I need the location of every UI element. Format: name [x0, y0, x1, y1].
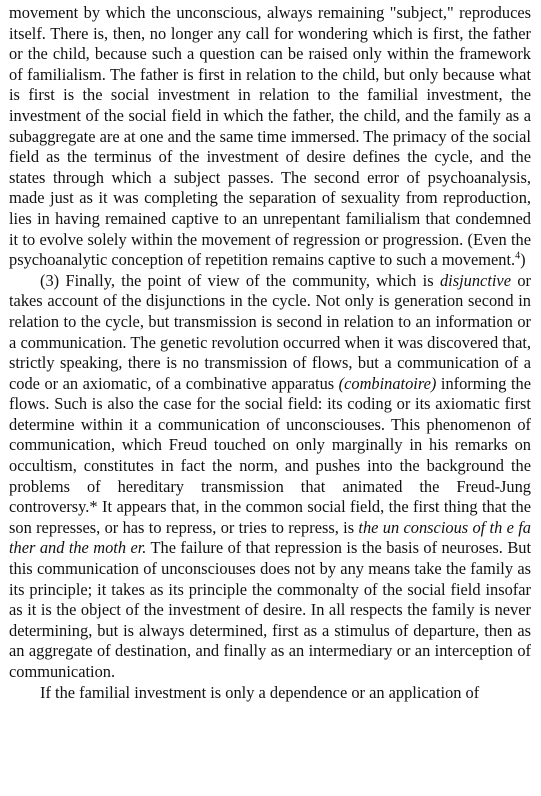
paragraph-3: [9, 683, 531, 704]
italic-disjunctive: disjunctive: [439, 270, 511, 290]
paragraph-2-text-b: or takes account of the disjunctions in the cycle. Not only is generation second in relation to the cycle, but transmission is second in relation to an information or a communication. The genetic revolution occurred when it was discovered that, strictly speaking, there is no transmission of flows, but a communication of a code or an axiomatic, of a combinative apparatus: [9, 270, 531, 393]
paragraph-2-text-d: The failure of that repression is the basis of neuroses. But this communication of unconsciouses does not by any means take the family as its principle; it takes as its principle the commonalty of the social field insofar as it is the object of the investment of desire. In all respects the family is never determining, but is always determined, first as a stimulus of departure, then as an aggregate of destination, and finally as an intermediary or an interception of communication.: [9, 538, 531, 681]
paragraph-2-text-a: (3) Finally, the point of view of the community, which is: [40, 270, 440, 290]
paragraph-1-text: movement by which the unconscious, always remaining "subject," reproduces itself. There is, then, no longer any call for wondering which is first, the father or the child, because such a question can be raised only within the framework of familialism. The father is first in relation to the child, but only because what is first is the social investment in relation to the familial investment, the investment of the social field in which the father, the child, and the family as a subaggregate are at one and the same time immersed. The primacy of the social field as the terminus of the investment of desire defines the cycle, and the states through which a subject passes. The second error of psychoanalysis, made just as it was completing the separation of sexuality from reproduction, lies in having remained captive to an unrepentant familialism that condemned it to evolve solely within the movement of regression or progression. (Even the psychoanalytic conception of repetition remains captive to such a movement.: [9, 3, 531, 270]
paragraph-2: [9, 271, 531, 683]
paragraph-1-closing: ): [520, 250, 526, 270]
document-page: [9, 3, 531, 703]
italic-unconscious-phrase: the un conscious of th e fa ther and the moth er.: [9, 517, 531, 558]
paragraph-3-text: If the familial investment is only a dependence or an application of: [40, 682, 480, 702]
italic-combinatoire: (combinatoire): [338, 373, 437, 393]
paragraph-2-text-c: informing the flows. Such is also the case for the social field: its coding or its axiomatic first determine within it a communication of unconsciouses. This phenomenon of communication, which Freud touched on only marginally in his remarks on occultism, constitutes in fact the norm, and pushes into the background the problems of hereditary transmission that animated the Freud-Jung controversy.* It appears that, in the common social field, the first thing that the son represses, or has to repress, or tries to repress, is: [9, 373, 531, 537]
paragraph-1: [9, 3, 531, 271]
footnote-marker: 4: [515, 250, 521, 262]
